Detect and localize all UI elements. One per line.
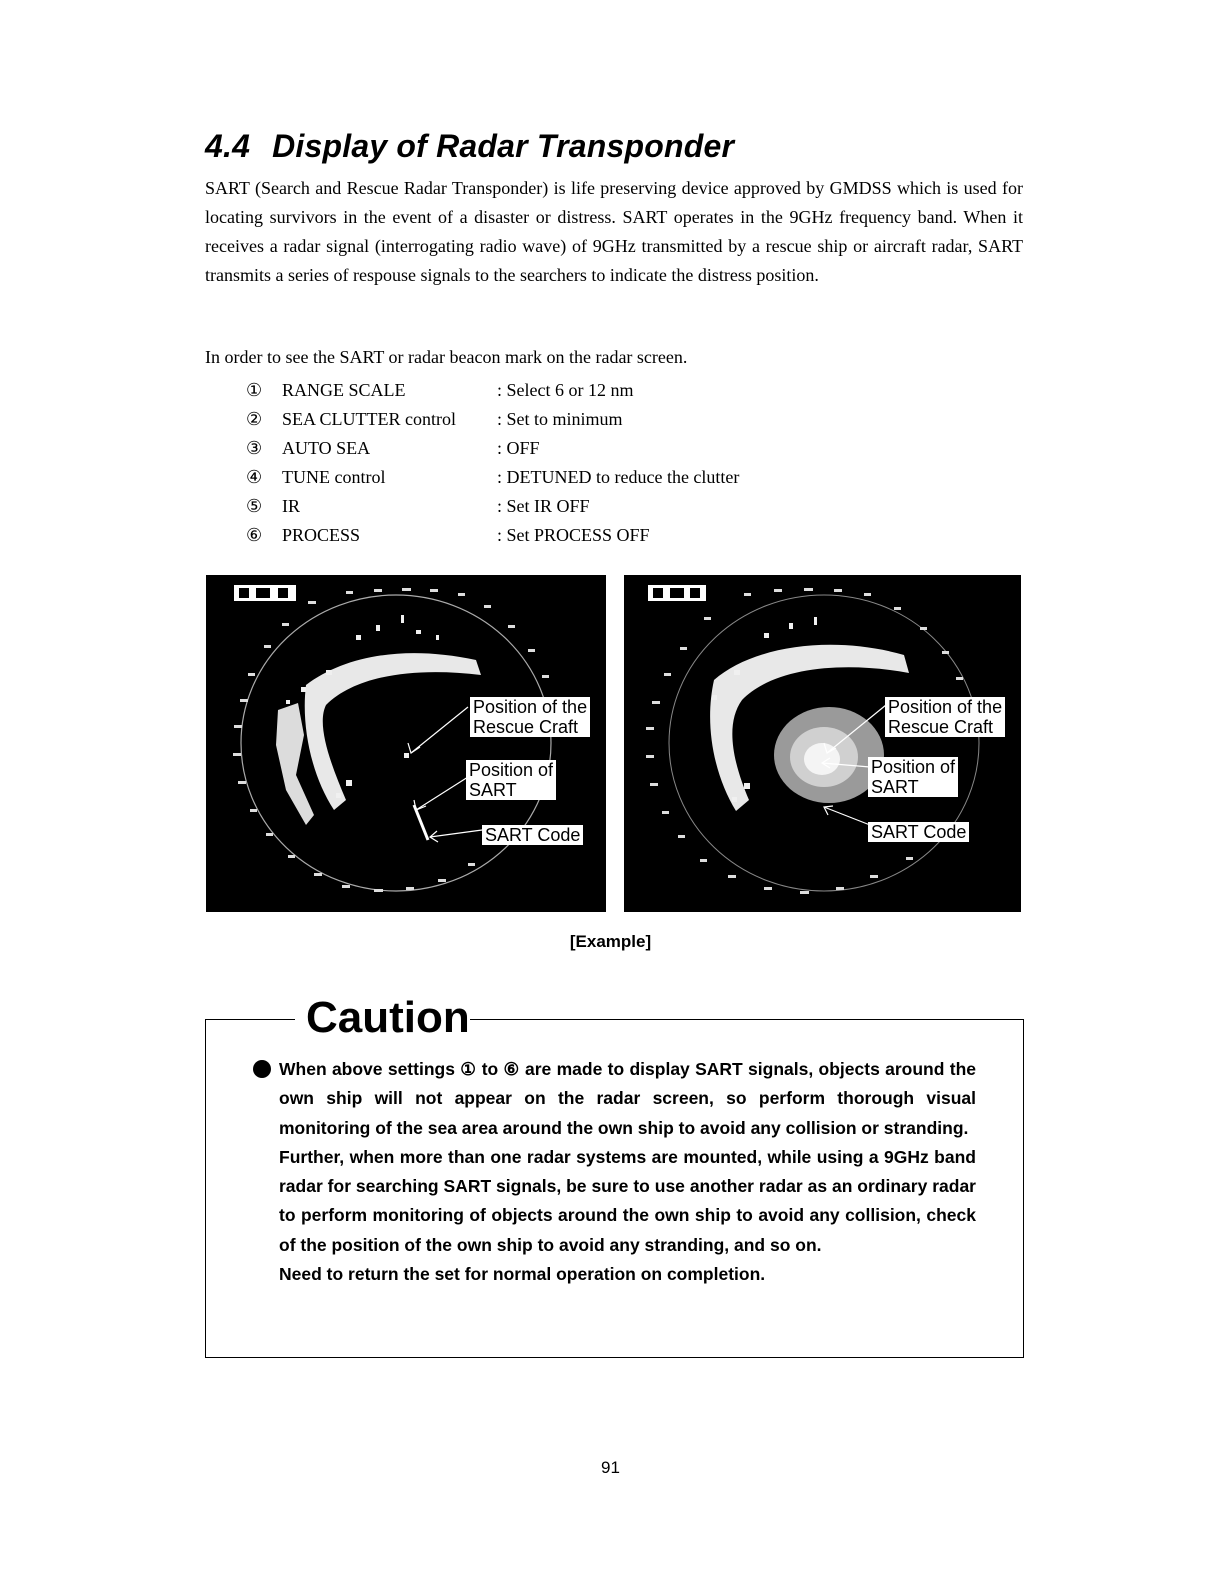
rescue-craft-label-line1: Position of the xyxy=(473,697,588,717)
setting-name: SEA CLUTTER control xyxy=(282,409,456,429)
setting-name: TUNE control xyxy=(282,467,386,487)
settings-item xyxy=(246,492,590,521)
step-mark: ② xyxy=(246,409,263,429)
radar-screen-left xyxy=(206,575,606,912)
rescue-craft-label-line2: Rescue Craft xyxy=(888,717,994,737)
settings-item xyxy=(246,521,650,550)
setting-name: RANGE SCALE xyxy=(282,380,406,400)
sart-position-label xyxy=(868,757,958,797)
setting-value: : Set PROCESS OFF xyxy=(497,525,650,545)
rescue-craft-label xyxy=(470,697,590,737)
caution-paragraph: Further, when more than one radar systems are mounted, while using a 9GHz band radar for searching SART signals, be sure to use another radar as an ordinary radar to perform monitoring of objects around the own ship to avoid any collision, check of the position of the own ship to avoid any stranding, and so on. xyxy=(279,1146,976,1255)
section-title: Display of Radar Transponder xyxy=(272,128,735,164)
settings-item xyxy=(246,463,740,492)
rescue-craft-label-line1: Position of the xyxy=(888,697,1003,717)
step-mark: ③ xyxy=(246,438,263,458)
radar-screen-right xyxy=(624,575,1021,912)
setting-name: AUTO SEA xyxy=(282,438,371,458)
settings-item xyxy=(246,376,634,405)
sart-position-label xyxy=(466,760,556,800)
step-mark: ④ xyxy=(246,467,263,487)
sart-position-label-line2: SART xyxy=(871,777,919,797)
rescue-craft-label xyxy=(885,697,1005,737)
page-number: 91 xyxy=(601,1458,620,1477)
bullet-icon xyxy=(253,1060,271,1078)
sart-position-label-line1: Position of xyxy=(469,760,554,780)
radar-image-left xyxy=(206,575,606,912)
setting-name: IR xyxy=(282,496,300,516)
caution-paragraph: Need to return the set for normal operation on completion. xyxy=(279,1264,766,1285)
step-mark: ⑥ xyxy=(246,525,263,545)
caution-paragraph: When above settings ① to ⑥ are made to display SART signals, objects around the own ship will not appear on the radar screen, so perform thorough visual monitoring of the sea area around the own ship to avoid any collision or stranding. xyxy=(279,1059,976,1138)
sart-code-label: SART Code xyxy=(482,825,583,845)
setting-value: : Select 6 or 12 nm xyxy=(497,380,634,400)
sart-position-label-line2: SART xyxy=(469,780,517,800)
caution-title: Caution xyxy=(306,993,470,1042)
setting-value: : OFF xyxy=(497,438,540,458)
setting-value: : Set to minimum xyxy=(497,409,623,429)
sart-position-label-line1: Position of xyxy=(871,757,956,777)
settings-item xyxy=(246,405,623,434)
sart-code-label: SART Code xyxy=(868,822,969,842)
step-mark: ① xyxy=(246,380,263,400)
figure-caption: [Example] xyxy=(569,932,652,951)
section-heading xyxy=(205,128,734,165)
settings-list xyxy=(246,376,740,550)
setting-value: : Set IR OFF xyxy=(497,496,590,516)
settings-lead: In order to see the SART or radar beacon mark on the radar screen. xyxy=(205,347,688,367)
setting-name: PROCESS xyxy=(282,525,361,545)
setting-value: : DETUNED to reduce the clutter xyxy=(497,467,740,487)
step-mark: ⑤ xyxy=(246,496,263,516)
settings-item xyxy=(246,434,540,463)
caution-text xyxy=(279,1055,976,1289)
section-number: 4.4 xyxy=(205,128,251,164)
radar-image-right xyxy=(624,575,1021,912)
rescue-craft-label-line2: Rescue Craft xyxy=(473,717,579,737)
intro-paragraph: SART (Search and Rescue Radar Transponder) is life preserving device approved by GMDSS which is used for locating survivors in the event of a disaster or distress. SART operates in the 9GHz frequency band. When it receives a radar signal (interrogating radio wave) of 9GHz transmitted by a rescue ship or aircraft radar, SART transmits a series of respouse signals to the searchers to indicate the distress position. xyxy=(205,178,1023,285)
